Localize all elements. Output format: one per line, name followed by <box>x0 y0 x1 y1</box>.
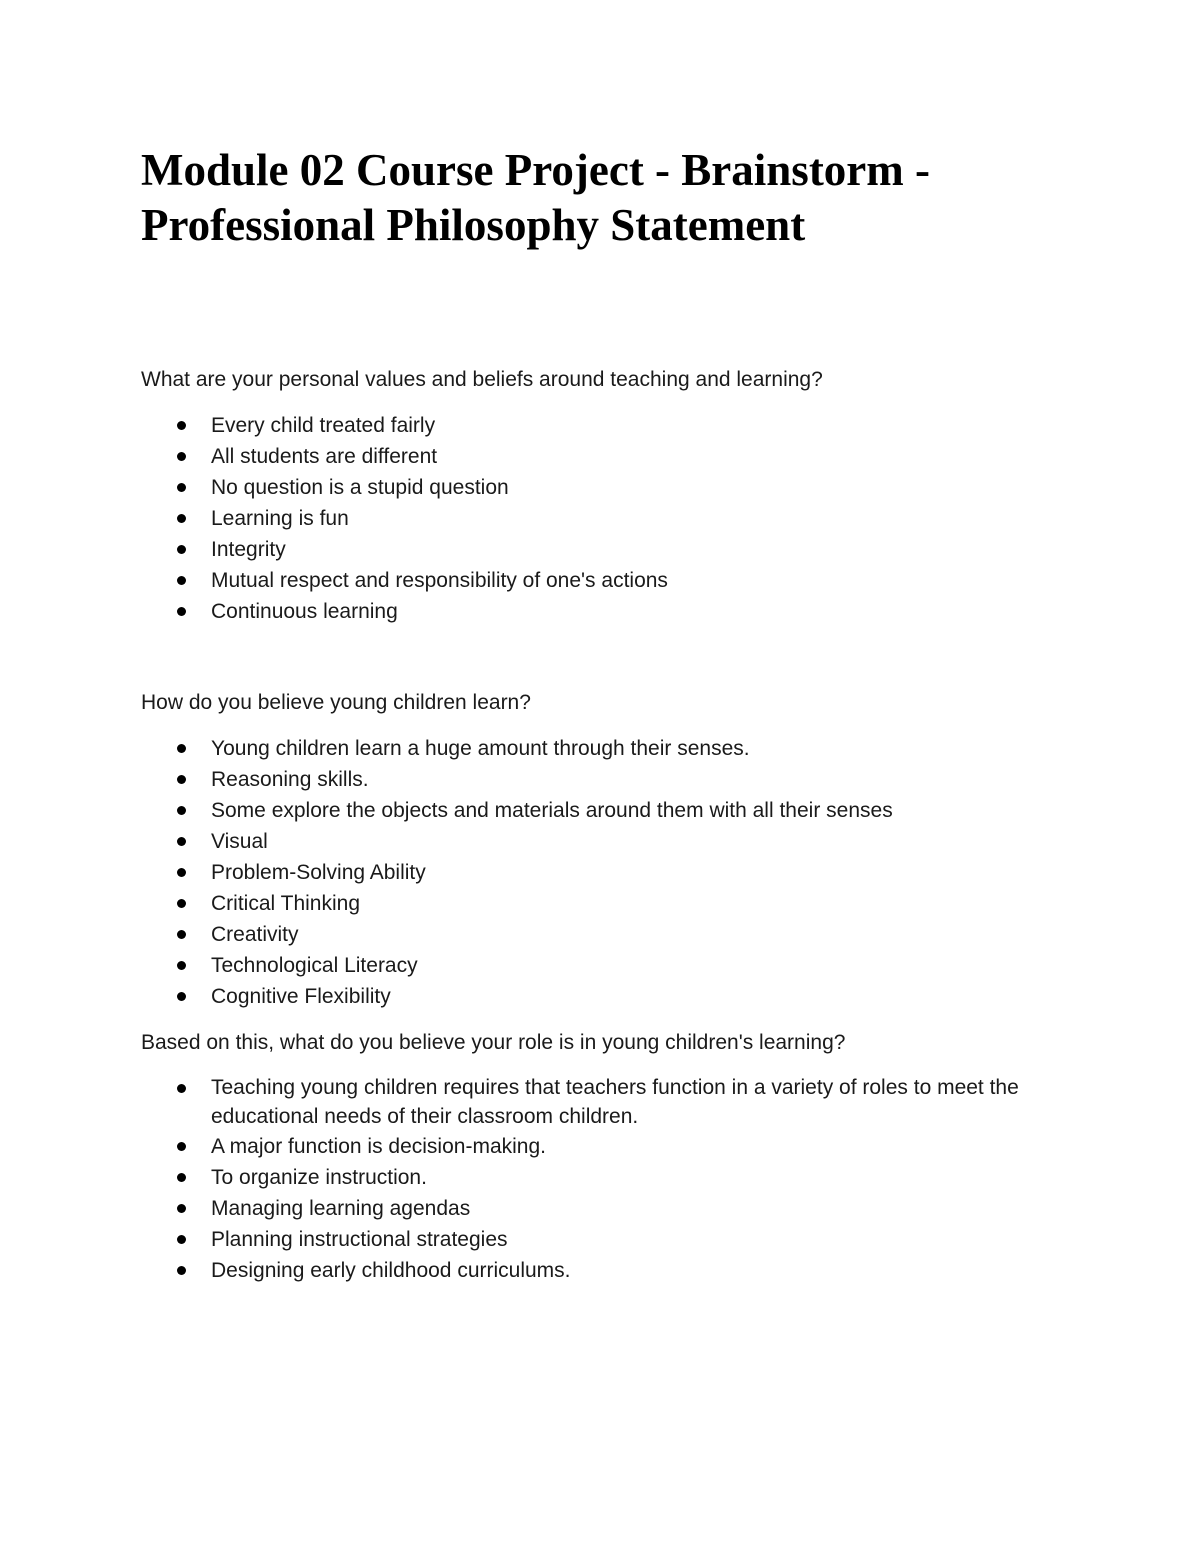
bullet-icon <box>177 483 186 492</box>
bullet-icon <box>177 806 186 815</box>
section-teacher-role <box>141 1027 1101 1286</box>
list-item-text: Mutual respect and responsibility of one's actions <box>211 569 668 592</box>
bullet-icon <box>177 1142 186 1151</box>
bullet-list <box>141 733 1101 1012</box>
list-item-text: A major function is decision-making. <box>211 1135 546 1158</box>
bullet-icon <box>177 421 186 430</box>
list-item <box>141 1193 1101 1224</box>
list-item-text: Reasoning skills. <box>211 768 369 791</box>
list-item-text: Planning instructional strategies <box>211 1228 508 1251</box>
list-item <box>141 1073 1101 1131</box>
list-item-text: Creativity <box>211 923 299 946</box>
list-item <box>141 596 1101 627</box>
bullet-icon <box>177 899 186 908</box>
bullet-icon <box>177 992 186 1001</box>
section-personal-values <box>141 364 1101 627</box>
section-question: How do you believe young children learn? <box>141 691 531 714</box>
list-item-text: Integrity <box>211 538 286 561</box>
list-item <box>141 1131 1101 1162</box>
list-item-text: Critical Thinking <box>211 892 360 915</box>
bullet-icon <box>177 1204 186 1213</box>
list-item <box>141 950 1101 981</box>
list-item <box>141 826 1101 857</box>
list-item-text: Technological Literacy <box>211 954 418 977</box>
bullet-icon <box>177 1084 186 1093</box>
bullet-icon <box>177 961 186 970</box>
list-item-text: No question is a stupid question <box>211 476 509 499</box>
list-item <box>141 888 1101 919</box>
list-item-text: Some explore the objects and materials around them with all their senses <box>211 799 893 822</box>
list-item-text: Continuous learning <box>211 600 398 623</box>
bullet-icon <box>177 514 186 523</box>
list-item <box>141 1255 1101 1286</box>
bullet-list <box>141 1073 1101 1286</box>
list-item <box>141 1162 1101 1193</box>
bullet-icon <box>177 744 186 753</box>
bullet-icon <box>177 576 186 585</box>
list-item <box>141 919 1101 950</box>
bullet-icon <box>177 545 186 554</box>
section-question: What are your personal values and beliefs around teaching and learning? <box>141 368 823 391</box>
list-item-text: Teaching young children requires that teachers function in a variety of roles to meet the educational needs of their classroom children. <box>211 1076 1019 1128</box>
section-how-children-learn <box>141 687 1101 1012</box>
list-item <box>141 503 1101 534</box>
bullet-icon <box>177 607 186 616</box>
list-item-text: Young children learn a huge amount through their senses. <box>211 737 750 760</box>
bullet-icon <box>177 868 186 877</box>
bullet-icon <box>177 452 186 461</box>
list-item <box>141 733 1101 764</box>
list-item-text: Learning is fun <box>211 507 349 530</box>
document-title: Module 02 Course Project - Brainstorm - Professional Philosophy Statement <box>141 145 930 250</box>
list-item-text: Designing early childhood curriculums. <box>211 1259 571 1282</box>
list-item-text: Problem-Solving Ability <box>211 861 426 884</box>
bullet-icon <box>177 1266 186 1275</box>
list-item <box>141 410 1101 441</box>
list-item-text: To organize instruction. <box>211 1166 427 1189</box>
bullet-icon <box>177 837 186 846</box>
list-item-text: Managing learning agendas <box>211 1197 471 1220</box>
list-item <box>141 857 1101 888</box>
list-item <box>141 1224 1101 1255</box>
list-item <box>141 795 1101 826</box>
list-item <box>141 472 1101 503</box>
bullet-list <box>141 410 1101 627</box>
list-item-text: Cognitive Flexibility <box>211 985 391 1008</box>
list-item <box>141 534 1101 565</box>
list-item <box>141 565 1101 596</box>
bullet-icon <box>177 1173 186 1182</box>
list-item <box>141 441 1101 472</box>
bullet-icon <box>177 930 186 939</box>
list-item-text: Visual <box>211 830 268 853</box>
section-question: Based on this, what do you believe your role is in young children's learning? <box>141 1031 846 1054</box>
list-item <box>141 764 1101 795</box>
list-item-text: All students are different <box>211 445 438 468</box>
bullet-icon <box>177 775 186 784</box>
list-item-text: Every child treated fairly <box>211 414 436 437</box>
list-item <box>141 981 1101 1012</box>
bullet-icon <box>177 1235 186 1244</box>
